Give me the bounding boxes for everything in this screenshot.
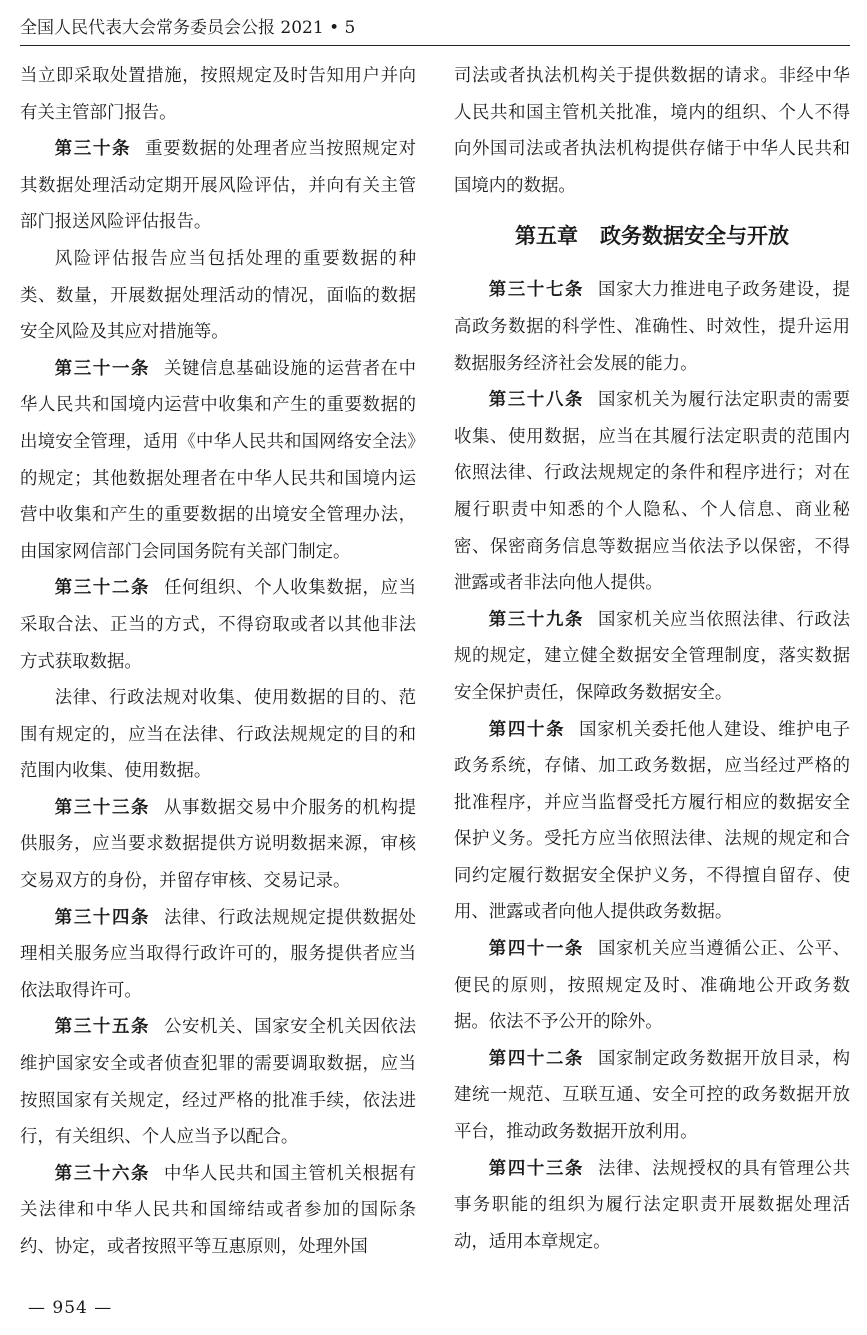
article-text: 法律、法规授权的具有管理公共事务职能的组织为履行法定职责开展数据处理活动，适用本章规定。: [454, 1158, 850, 1252]
article-number: 第四十三条: [488, 1158, 585, 1179]
article-paragraph: [454, 712, 850, 932]
article-number: 第三十八条: [488, 390, 585, 411]
article-paragraph: [20, 131, 416, 241]
article-text: 国家制定政务数据开放目录，构建统一规范、互联互通、安全可控的政务数据开放平台，推动政务数据开放利用。: [454, 1048, 850, 1143]
page-number: — 954 —: [28, 1298, 113, 1318]
article-paragraph: [20, 790, 416, 900]
article-number: 第四十二条: [488, 1048, 585, 1069]
article-paragraph: [454, 1151, 850, 1261]
article-text: 公安机关、国家安全机关因依法维护国家安全或者侦查犯罪的需要调取数据，应当按照国家有关规定，经过严格的批准手续，依法进行，有关组织、个人应当予以配合。: [20, 1017, 416, 1148]
article-number: 第三十四条: [54, 907, 151, 928]
article-number: 第三十九条: [488, 609, 585, 630]
article-number: 第三十条: [54, 139, 132, 160]
article-text: 国家机关应当依照法律、行政法规的规定，建立健全数据安全管理制度，落实数据安全保护责任，保障政务数据安全。: [454, 609, 850, 703]
article-number: 第三十七条: [488, 280, 585, 301]
article-paragraph: [20, 1009, 416, 1155]
article-paragraph: [20, 900, 416, 1010]
article-number: 第四十一条: [488, 939, 585, 960]
article-paragraph: [454, 272, 850, 382]
article-number: 第四十条: [488, 719, 566, 740]
gazette-title: 全国人民代表大会常务委员会公报 2021 • 5: [20, 18, 356, 38]
article-text: 国家机关为履行法定职责的需要收集、使用数据，应当在其履行法定职责的范围内依照法律、行政法规规定的条件和程序进行；对在履行职责中知悉的个人隐私、个人信息、商业秘密、保密商务信息等数据应当依法予以保密，不得泄露或者非法向他人提供。: [454, 390, 850, 594]
article-number: 第三十五条: [54, 1017, 151, 1038]
article-paragraph: [454, 1041, 850, 1151]
chapter-heading: [454, 218, 850, 254]
right-column: [454, 58, 850, 1260]
article-text: 国家大力推进电子政务建设，提高政务数据的科学性、准确性、时效性，提升运用数据服务经济社会发展的能力。: [454, 280, 850, 374]
continued-paragraph: 当立即采取处置措施，按照规定及时告知用户并向有关主管部门报告。: [20, 66, 416, 123]
article-paragraph: [20, 1156, 416, 1266]
page-header: [20, 14, 850, 46]
article-text: 关键信息基础设施的运营者在中华人民共和国境内运营中收集和产生的重要数据的出境安全管理，适用《中华人民共和国网络安全法》的规定；其他数据处理者在中华人民共和国境内运营中收集和产生的重要数据的出境安全管理办法，由国家网信部门会同国务院有关部门制定。: [20, 358, 416, 562]
article-text: 国家机关应当遵循公正、公平、便民的原则，按照规定及时、准确地公开政务数据。依法不予公开的除外。: [454, 939, 850, 1033]
continued-paragraph: 司法或者执法机构关于提供数据的请求。非经中华人民共和国主管机关批准，境内的组织、个人不得向外国司法或者执法机构提供存储于中华人民共和国境内的数据。: [454, 66, 850, 196]
article-text: 中华人民共和国主管机关根据有关法律和中华人民共和国缔结或者参加的国际条约、协定，或者按照平等互惠原则，处理外国: [20, 1163, 416, 1257]
article-paragraph: [454, 382, 850, 602]
article-text: 国家机关委托他人建设、维护电子政务系统，存储、加工政务数据，应当经过严格的批准程序，并应当监督受托方履行相应的数据安全保护义务。受托方应当依照法律、法规的规定和合同约定履行数据安全保护义务，不得擅自留存、使用、泄露或者向他人提供政务数据。: [454, 719, 850, 923]
article-number: 第三十一条: [54, 358, 151, 379]
paragraph: 风险评估报告应当包括处理的重要数据的种类、数量，开展数据处理活动的情况，面临的数据安全风险及其应对措施等。: [20, 248, 416, 343]
left-column: [20, 58, 416, 1266]
article-paragraph: [454, 602, 850, 712]
article-text: 重要数据的处理者应当按照规定对其数据处理活动定期开展风险评估，并向有关主管部门报送风险评估报告。: [20, 139, 416, 233]
article-text: 法律、行政法规规定提供数据处理相关服务应当取得行政许可的，服务提供者应当依法取得许可。: [20, 907, 416, 1001]
article-number: 第三十三条: [54, 797, 151, 818]
article-paragraph: [20, 351, 416, 571]
article-number: 第三十六条: [54, 1163, 151, 1184]
paragraph: 法律、行政法规对收集、使用数据的目的、范围有规定的，应当在法律、行政法规规定的目的和范围内收集、使用数据。: [20, 688, 416, 782]
article-text: 从事数据交易中介服务的机构提供服务，应当要求数据提供方说明数据来源，审核交易双方的身份，并留存审核、交易记录。: [20, 797, 416, 892]
header-rule: [20, 45, 850, 46]
article-paragraph: [454, 931, 850, 1041]
article-text: 任何组织、个人收集数据，应当采取合法、正当的方式，不得窃取或者以其他非法方式获取数据。: [20, 578, 416, 672]
chapter-title: 政务数据安全与开放: [600, 224, 789, 249]
article-number: 第三十二条: [54, 578, 151, 599]
article-paragraph: [20, 570, 416, 680]
chapter-number: 第五章: [515, 224, 578, 249]
